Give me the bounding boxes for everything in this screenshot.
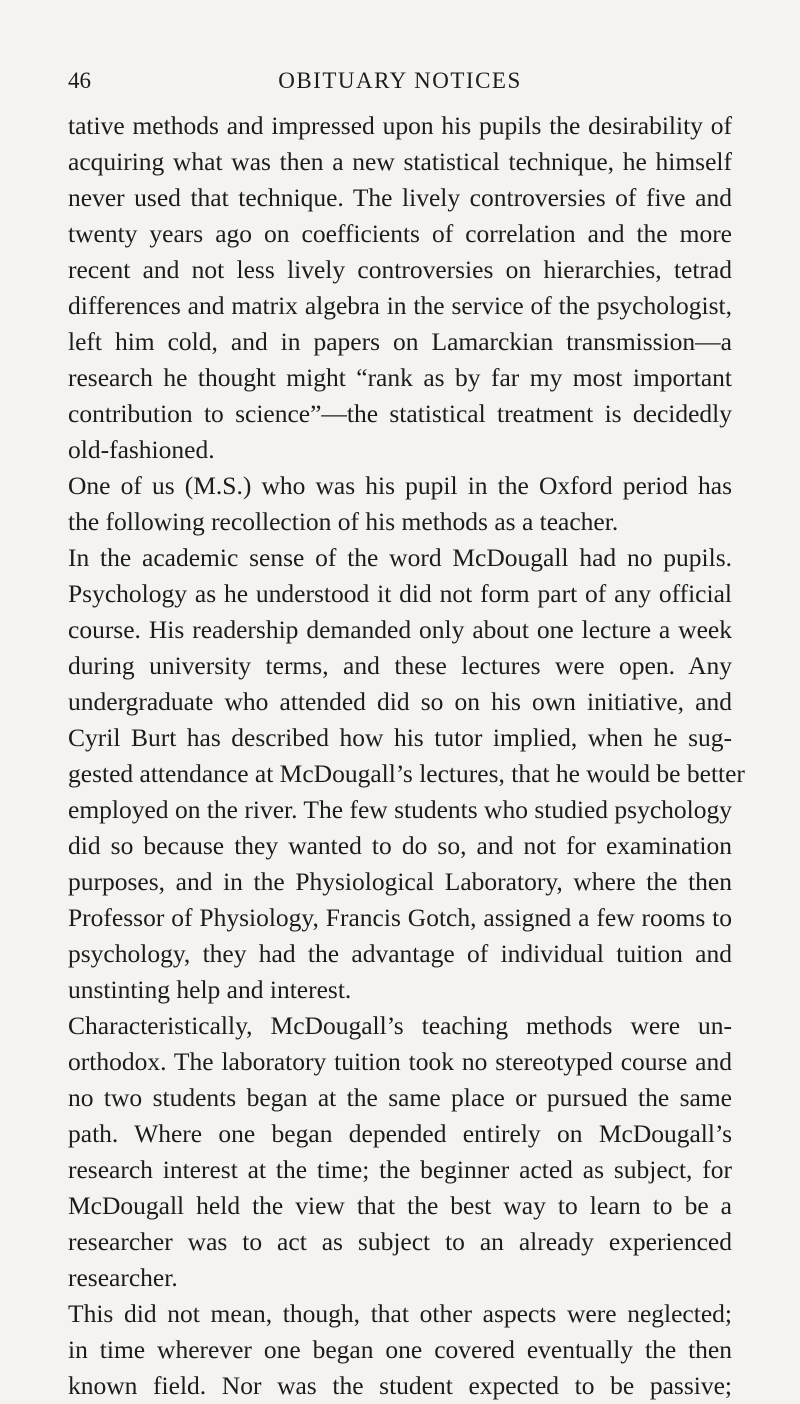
text-line: recent and not less lively controversies on hierarchies, tetrad [68,255,732,284]
text-line: acquiring what was then a new statistical technique, he himself [68,147,732,176]
text-line: undergraduate who attended did so on his own initiative, and [68,687,732,716]
text-line: did so because they wanted to do so, and not for examination [68,831,732,860]
text-line: Psychology as he understood it did not form part of any official [68,579,732,608]
text-line: known field. Nor was the student expected to be passive; [68,1371,732,1400]
text-line: gested attendance at McDougall’s lectures, that he would be better [68,759,745,788]
text-line: differences and matrix algebra in the service of the psychologist, [68,291,732,320]
text-line: research he thought might “rank as by far my most important [68,363,732,392]
text-line: psychology, they had the advantage of individual tuition and [68,939,732,968]
text-line: path. Where one began depended entirely on McDougall’s [68,1119,732,1148]
text-line: contribution to science”—the statistical treatment is decidedly [68,399,732,428]
paragraph-first-line: One of us (M.S.) who was his pupil in the Oxford period has [68,471,732,500]
text-line: no two students began at the same place or pursued the same [68,1083,732,1112]
text-line: tative methods and impressed upon his pupils the desirability of [68,111,732,140]
text-line: researcher was to act as subject to an already experienced [68,1227,732,1256]
text-line: left him cold, and in papers on Lamarckian transmission—a [68,327,732,356]
text-line: during university terms, and these lectures were open. Any [68,651,732,680]
paragraph-first-line: Characteristically, McDougall’s teaching methods were un- [68,1011,732,1040]
text-line: Professor of Physiology, Francis Gotch, assigned a few rooms to [68,903,732,932]
paragraph-first-line: In the academic sense of the word McDougall had no pupils. [68,543,732,572]
text-line: research interest at the time; the beginner acted as subject, for [68,1155,732,1184]
page-number: 46 [68,68,91,93]
text-line: employed on the river. The few students who studied psychology [68,795,732,824]
text-line: twenty years ago on coefficients of correlation and the more [68,219,732,248]
text-line: McDougall held the view that the best way to learn to be a [68,1191,732,1220]
paragraph-first-line: This did not mean, though, that other aspects were neglected; [68,1299,732,1328]
text-line: never used that technique. The lively controversies of five and [68,183,732,212]
text-line: unstinting help and interest. [68,975,352,1004]
body-text [68,108,745,1404]
text-line: researcher. [68,1263,178,1292]
text-line: the following recollection of his methods as a teacher. [68,507,619,536]
running-head [68,68,732,102]
text-line: in time wherever one began one covered eventually the then [68,1335,732,1364]
text-line: old-fashioned. [68,435,215,464]
text-line: purposes, and in the Physiological Laboratory, where the then [68,867,732,896]
text-line: course. His readership demanded only about one lecture a week [68,615,732,644]
text-line: Cyril Burt has described how his tutor implied, when he sug- [68,723,732,752]
text-line: orthodox. The laboratory tuition took no stereotyped course and [68,1047,732,1076]
running-title: OBITUARY NOTICES [278,68,522,93]
